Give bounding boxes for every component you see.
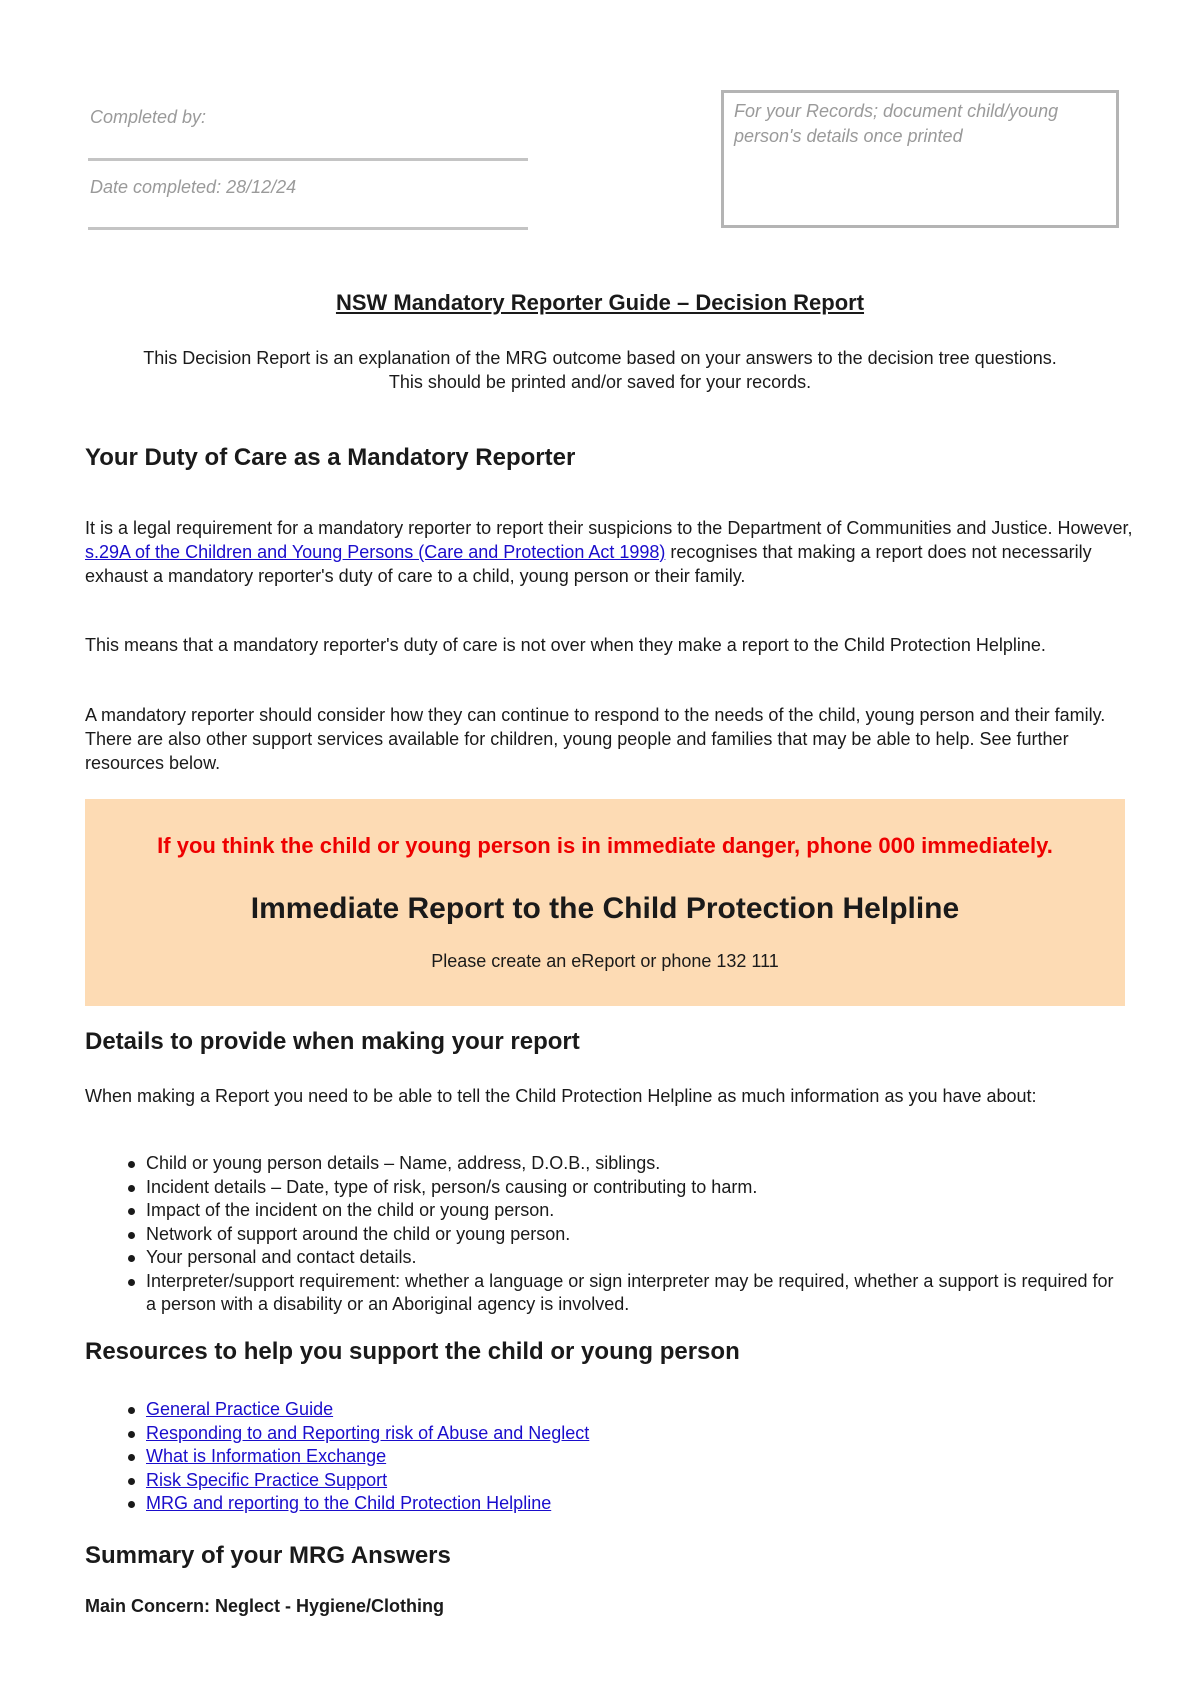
legislation-link[interactable]: s.29A of the Children and Young Persons (Care and Protection Act 1998): [85, 542, 666, 562]
danger-warning: If you think the child or young person is in immediate danger, phone 000 immediately.: [157, 833, 1053, 858]
list-item: Interpreter/support requirement: whether a language or sign interpreter may be required, whether a support is required for a person with a disability or an Aboriginal agency is involved.: [128, 1270, 1128, 1317]
resource-item: [128, 1445, 1128, 1469]
immediate-report-title: Immediate Report to the Child Protection Helpline: [250, 892, 960, 925]
intro-line-2: This should be printed and/or saved for your records.: [388, 372, 812, 392]
duty-p1-text-after: recognises that making a report does not necessarily exhaust a mandatory reporter's duty of care to a child, young person or their family.: [85, 542, 1092, 586]
page-title: NSW Mandatory Reporter Guide – Decision Report: [335, 290, 865, 315]
list-item: Network of support around the child or young person.: [128, 1223, 1128, 1247]
resource-item: [128, 1469, 1128, 1493]
duty-p1-text-before: It is a legal requirement for a mandatory reporter to report their suspicions to the Department of Communities and Justice. However,: [85, 518, 1133, 538]
completed-by-line: [88, 158, 528, 161]
completed-by-label: Completed by:: [90, 107, 207, 127]
duty-paragraph-1: [85, 516, 1135, 588]
risk-specific-support-link[interactable]: Risk Specific Practice Support: [146, 1469, 388, 1490]
information-exchange-link[interactable]: What is Information Exchange: [146, 1446, 387, 1466]
resources-heading: Resources to help you support the child or young person: [85, 1338, 740, 1365]
intro-text: [60, 346, 1140, 394]
resource-item: [128, 1492, 1128, 1516]
details-list: [128, 1152, 1128, 1317]
list-item: Incident details – Date, type of risk, person/s causing or contributing to harm.: [128, 1176, 1128, 1200]
immediate-report-box: [85, 799, 1125, 1006]
duty-paragraph-3: A mandatory reporter should consider how they can continue to respond to the needs of the child, young person and their family. There are also other support services available for children, young people and families that may be able to help. See further resources below.: [85, 705, 1106, 773]
mrg-helpline-link[interactable]: MRG and reporting to the Child Protection Helpline: [146, 1493, 552, 1513]
summary-heading: Summary of your MRG Answers: [85, 1542, 451, 1569]
list-item: Your personal and contact details.: [128, 1246, 1128, 1270]
records-note-box: [721, 90, 1119, 228]
duty-heading: Your Duty of Care as a Mandatory Reporter: [85, 444, 576, 471]
records-note-text: For your Records; document child/young person's details once printed: [734, 101, 1059, 146]
list-item: Child or young person details – Name, address, D.O.B., siblings.: [128, 1152, 1128, 1176]
responding-reporting-link[interactable]: Responding to and Reporting risk of Abuse and Neglect: [146, 1422, 590, 1443]
main-concern: Main Concern: Neglect - Hygiene/Clothing: [85, 1596, 445, 1616]
details-intro: When making a Report you need to be able to tell the Child Protection Helpline as much information as you have about:: [85, 1086, 1037, 1106]
details-heading: Details to provide when making your report: [85, 1028, 580, 1055]
resources-list: [128, 1398, 1128, 1516]
list-item: Impact of the incident on the child or young person.: [128, 1199, 1128, 1223]
intro-line-1: This Decision Report is an explanation of the MRG outcome based on your answers to the decision tree questions.: [143, 348, 1057, 368]
date-completed-line: [88, 227, 528, 230]
ereport-instruction: Please create an eReport or phone 132 111: [431, 951, 779, 971]
resource-item: [128, 1422, 1128, 1446]
general-practice-guide-link[interactable]: General Practice Guide: [146, 1399, 334, 1419]
duty-paragraph-2: This means that a mandatory reporter's duty of care is not over when they make a report to the Child Protection Helpline.: [85, 635, 1046, 655]
date-completed-label: Date completed: 28/12/24: [90, 177, 297, 197]
resource-item: [128, 1398, 1128, 1422]
